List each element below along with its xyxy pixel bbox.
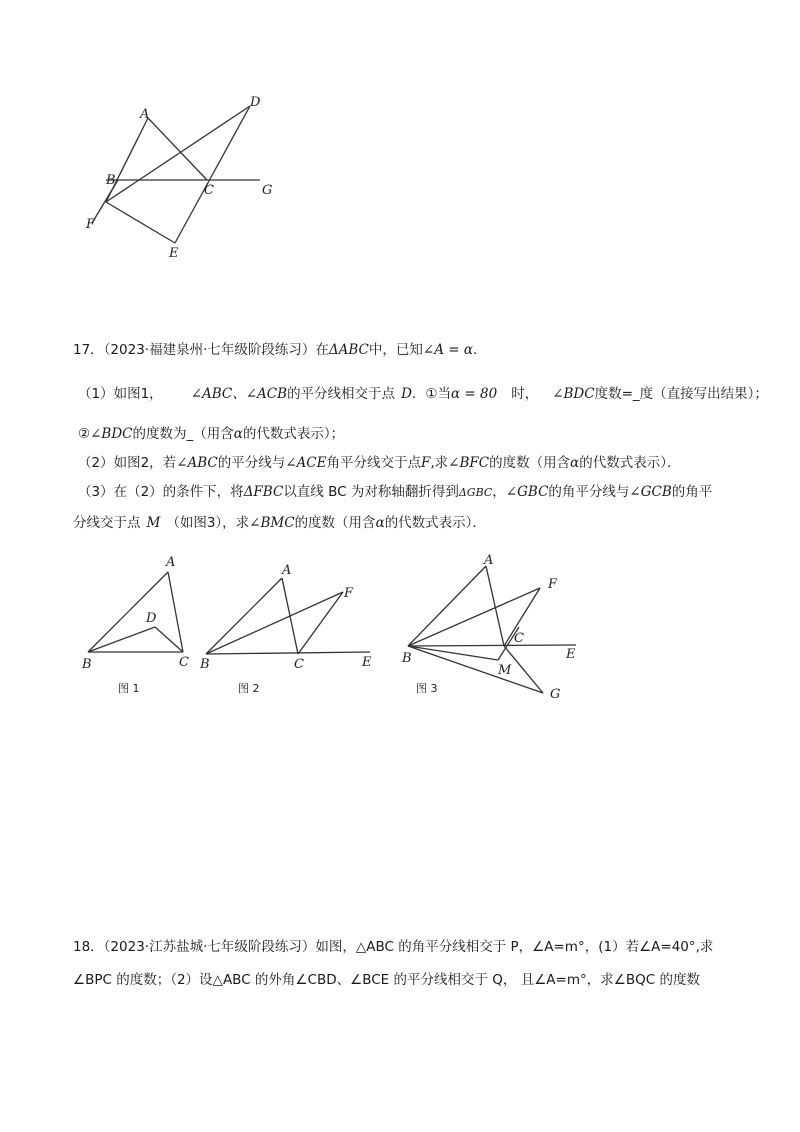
q17-part1-line: （1）如图1， ∠ABC、∠ACB的平分线相交于点 D．①当α = 80 时， ∠BDC度数=_度（直接写出结果）； [78,386,768,402]
top-label-e: E [169,246,179,261]
top-label-g: G [262,183,273,198]
fig1-caption: 图 1 [118,682,140,695]
fig3-label-m: M [498,663,512,678]
figure-2 [198,552,383,702]
fig2-label-a: A [282,563,292,578]
fig3-label-f: F [548,577,558,592]
q17-part1b-line: ②∠BDC的度数为_（用含α的代数式表示）； [78,426,345,442]
fig3-label-c: C [514,631,524,646]
fig2-caption: 图 2 [238,682,260,695]
q17-line-1: 17．（2023·福建泉州·七年级阶段练习）在ΔABC中，已知∠A = α． [73,342,487,358]
q17-part2-line: （2）如图2，若∠ABC的平分线与∠ACE角平分线交于点F,求∠BFC的度数（用含α的代数式表示）． [78,455,681,471]
q18-line-1: 18．（2023·江苏盐城·七年级阶段练习）如图，△ABC 的角平分线相交于 P，∠A=m°，(1）若∠A=40°,求 [73,939,714,955]
fig3-label-a: A [484,553,494,568]
fig3-label-g: G [550,687,561,702]
fig2-label-e: E [362,655,372,670]
top-label-b: B [106,173,116,188]
fig2-label-c: C [294,657,304,672]
fig1-label-a: A [166,555,176,570]
top-label-f: F [86,217,96,232]
fig1-label-c: C [179,655,189,670]
top-label-c: C [204,183,214,198]
fig3-label-e: E [566,647,576,662]
q17-part3-line: （3）在（2）的条件下，将ΔFBC以直线 BC 为对称轴翻折得到ΔGBC，∠GBC的角平分线与∠GCB的角平 [78,484,713,500]
top-label-d: D [250,95,261,110]
fig1-label-b: B [82,657,92,672]
fig2-label-b: B [200,657,210,672]
fig1-label-d: D [146,611,157,626]
top-label-a: A [140,107,150,122]
fig3-label-b: B [402,651,412,666]
fig2-label-f: F [344,586,354,601]
figure-1 [78,552,203,702]
fig3-caption: 图 3 [416,682,438,695]
top-figure [70,90,290,265]
q17-part3b-line: 分线交于点 M （如图3），求∠BMC的度数（用含α的代数式表示）． [73,515,486,531]
q18-line-2: ∠BPC 的度数；（2）设△ABC 的外角∠CBD、∠BCE 的平分线相交于 Q， 且∠A=m°，求∠BQC 的度数 [73,972,700,988]
figure-3 [398,552,593,707]
